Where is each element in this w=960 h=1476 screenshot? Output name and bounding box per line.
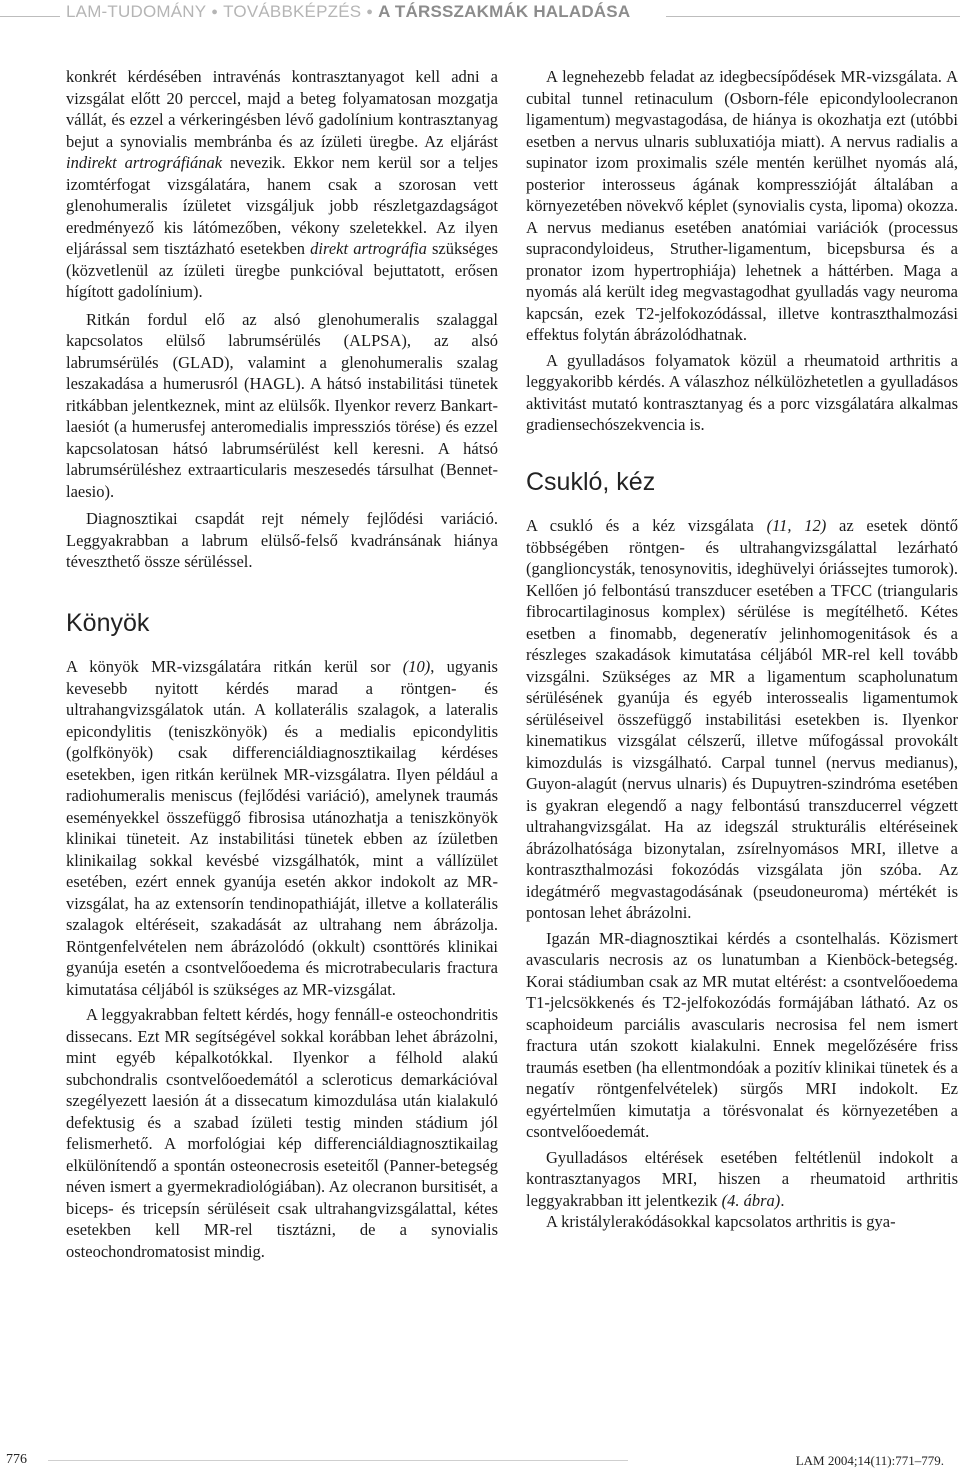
header-bullet-icon: ● (211, 6, 219, 18)
right-column (526, 66, 958, 1233)
paragraph-developmental-variants: Diagnosztikai csapdát rejt némely fejlődési variáció. Leggyakrabban a labrum elülső-felső kvadránsának hiánya téveszthető össze sérüléssel. (66, 509, 498, 571)
page-number: 776 (6, 1452, 27, 1467)
header-bullet-icon: ● (366, 6, 374, 18)
paragraph-inflammatory: A gyulladásos folyamatok közül a rheumatoid arthritis a leggyakoribb kérdés. A válaszhoz nélkülözhetetlen a gyulladásos aktivitást mutató kontrasztanyag és a porc vizsgálatára alkalmas gradiensechószekvencia is. (526, 350, 958, 434)
header-text (66, 2, 630, 22)
paragraph-wrist-hand: A csukló és a kéz vizsgálata (11, 12) az esetek döntő többségében röntgen- és ultrahangvizsgálattal lezárható (ganglioncysták, tenosynovitis, ideghüvelyi óriássejtes tumorok). Kellően jó felbontású transzducer esetében a TFCC (triangularis fibrocartilaginosus komplex) sérülése is megítélhető. Kétes esetben a finomabb, degeneratív jelinhomogenitások és a részleges szakadások kimutatása céljából MR-rel kell tovább vizsgálni. Szükséges az MR a ligamentum scapholunatum sérülésének gyanúja és egyéb interossealis ligamentumok sérüléseivel összefüggő instabilitási esetekben is. Ilyenkor kinematikus vizsgálat célszerű, illetve műfogással provokált kimozdulás is vizsgálható. Carpal tunnel (nervus medianus), Guyon-alagút (nervus ulnaris) és Dupuytren-szindróma esetében is gyakran elegendő a nagy felbontású transzducerrel végzett ultrahangvizsgálat. Ha az idegszál strukturális eltéréseinek ábrázolhatósága bizonytalan, zsírelnyomásos MRI, illetve a kontraszthalmozási fokozódás vizsgálata jön szóba. Az idegátmérő megvastagodásának (pseudoneuroma) mértékét is pontosan lehet ábrázolni. (526, 516, 958, 922)
header-rule-right (666, 16, 960, 17)
section-heading-csuklo-kez: Csukló, kéz (526, 467, 656, 496)
journal-citation: LAM 2004;14(11):771–779. (795, 1453, 944, 1468)
paragraph-osteonecrosis: Igazán MR-diagnosztikai kérdés a csontelhalás. Közismert avascularis necrosis az os lunatumban a Kienböck-betegség. Korai stádiumban csak az MR mutat eltérést: a csontvelőoedema T1-jelcsökkenés és T2-jelfokozódás formájában látható. Az os scaphoideum parciális avascularis necrosisa fel nem ismert fractura után szokott kialakulni. Ennek megelőzésére friss traumás esetben (ha ellentmondóak a pozitív klinikai tünetek és a negatív röntgenfelvételek) sürgős MRI indokolt. Ez egyértelműen kimutatja a törésvonalat és környezetében a csontvelőoedemát. (526, 928, 958, 1141)
running-header (0, 0, 960, 32)
section-heading-konyok: Könyök (66, 608, 150, 637)
footer-rule (48, 1460, 628, 1461)
header-section-lam-tudomany: LAM-TUDOMÁNY (66, 2, 207, 21)
paragraph-shoulder-arthrography: konkrét kérdésében intravénás kontrasztanyagot kell adni a vizsgálat előtt 20 perccel, majd a beteg folyamatosan mozgatja vállát, és ezzel a vérkeringésben lévő gadolínium kontrasztanyag bejut a synovialis membránba és az ízületi üregbe. Az eljárást indirekt artrográfiának nevezik. Ekkor nem kerül sor a teljes izomtérfogat vizsgálatára, hanem csak a szorosan vett glenohumeralis ízületet vizsgáljuk jobb részletgazdagságot eredményező kis látómezőben, vékony szeletekkel. Az ilyen eljárással sem tisztázható esetekben direkt artrográfia szükséges (közvetlenül az ízületi üregbe punkcióval bejuttatott, erősen hígított gadolínium). (66, 67, 499, 301)
paragraph-glenohumeral-injuries: Ritkán fordul elő az alsó glenohumeralis szalaggal kapcsolatos elülső labrumsérülés (ALPSA), az alsó labrumsérülés (GLAD), valamint a glenohumeralis szalag leszakadása a humerusról (HAGL). A hátsó instabilitási tünetek ritkábban jelentkeznek, mint az elülsők. Ilyenkor reverz Bankart-laesiót (a humerusfej anteromedialis impressziós törése) és ezzel kapcsolatosan hátsó labrumsérülést kell keresni. A hátsó labrumsérüléshez extraarticularis meszesedés társulhat (Bennet-laesio). (66, 309, 498, 501)
paragraph-elbow-mri: A könyök MR-vizsgálatára ritkán kerül sor (10), ugyanis kevesebb nyitott kérdés marad a röntgen- és ultrahangvizsgálatok után. A kollaterális szalagok, a lateralis epicondylitis (teniszkönyök) és a medialis epicondylitis (golfkönyök) csak differenciáldiagnosztikailag kérdéses esetekben, igen ritkán kerülnek MR-vizsgálatra. Ilyen például a radiohumeralis meniscus (fejlődési variáció), amelynek traumás eseményekkel összefüggő fibrosisa utánozhatja a teniszkönyök klinikai tüneteit. Az instabilitási tünetek ebben az ízületben klinikailag sokkal kevésbé vizsgálhatók, mint a vállízület esetében, ezért ennek gyanúja esetén akkor indokolt az MR-vizsgálat, ha az extensorín tendinopathiáját, illetve a kollaterális szalagok eltéréseit, szakadását az ultrahang nem ábrázolja. Röntgenfelvételen nem ábrázolódó (okkult) csonttörés klinikai gyanúja esetén a csontvelőoedema és microtrabecularis fractura kimutatása céljából is szükséges az MR-vizsgálat. (66, 657, 498, 999)
paragraph-osteochondritis: A leggyakrabban feltett kérdés, hogy fennáll-e osteochondritis dissecans. Ezt MR segítségével sokkal korábban lehet ábrázolni, mint egyéb képalkotókkal. Ilyenkor a félhold alakú subchondralis csontvelőoedemától a scleroticus demarkációval szegélyezett laesión át a dissecatum kimozdulása után kialakuló defektusig és a szabad ízületi testig minden stádium jól felismerhető. A morfológiai kép differenciáldiagnosztikailag elkülönítendő a spontán osteonecrosis eseteitől (Panner-betegség néven ismert a gyermekradiológiában). Az olecranon bursitisét, a biceps- és tricepsín sérüléseit csak ultrahangvizsgálattal, kétes esetekben kell MR-rel tisztázni, de a synovialis osteochondromatosist mindig. (66, 1005, 498, 1261)
header-section-tovabbkepzes: TOVÁBBKÉPZÉS (223, 2, 362, 21)
paragraph-crystal-arthritis: A kristálylerakódásokkal kapcsolatos arthritis is gya- (546, 1212, 896, 1231)
left-column (66, 66, 498, 1262)
paragraph-contrast-mri: Gyulladásos eltérések esetében feltétlenül indokolt a kontrasztanyagos MRI, hiszen a rheumatoid arthritis leggyakrabban itt jelentkezik (4. ábra). (526, 1147, 958, 1210)
header-section-current: A TÁRSSZAKMÁK HALADÁSA (378, 2, 631, 21)
header-rule-left (0, 16, 60, 17)
paragraph-nerve-entrapment: A legnehezebb feladat az idegbecsípődések MR-vizsgálata. A cubital tunnel retinaculum (Osborn-féle epicondyloolecranon ligamentum) megvastagodása, de hiánya is okozhatja ezt (utóbbi esetben a nervus ulnaris subluxatiója miatt). A nervus radialis a supinator izom proximalis széle mentén kerülhet nyomás alá, posterior interosseus ágának kompresszióját általában a környezetében növekvő képlet (synovialis cysta, lipoma) okozza. A nervus medianus esetében anatómiai variációk (processus supracondyloideus, Struther-ligamentum, bicepsbursa és a pronator izom hypertrophiája) lehetnek a háttérben. Maga a nyomás alá került ideg megvastagodhat gyulladás vagy neuroma kapcsán, ezek T2-jelfokozódással, illetve kontraszthalmozási effektus folytán ábrázolódhatnak. (526, 67, 958, 344)
